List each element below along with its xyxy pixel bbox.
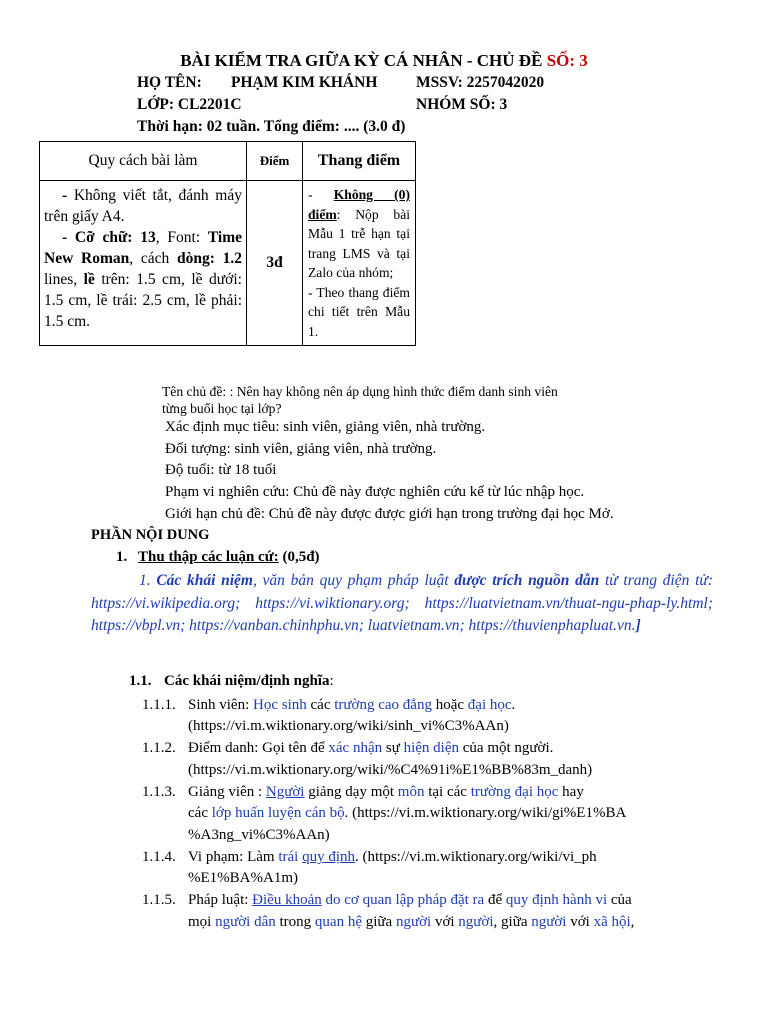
def-3-line-3: %A3ng_vi%C3%AAn) (188, 827, 330, 843)
def-4-line-2: %E1%BA%A1m) (188, 870, 298, 886)
def-1-number: 1.1.1. (142, 697, 176, 713)
def-4-number: 1.1.4. (142, 849, 176, 865)
deadline: Thời hạn: 02 tuần. Tổng điểm: .... (3.0 đ) (137, 118, 406, 135)
score-value: 3đ (247, 181, 303, 346)
name-value: PHẠM KIM KHÁNH (231, 74, 378, 91)
title-number: SỐ: 3 (542, 51, 588, 70)
table-header-scale: Thang điểm (303, 142, 416, 181)
def-5-text: Pháp luật: Điều khoản do cơ quan lập pháp đặt ra để quy định hành vi của (188, 892, 632, 908)
def-5-number: 1.1.5. (142, 892, 176, 908)
class-label: LỚP: CL2201C (137, 96, 242, 113)
topic-line-1: Tên chủ đề: : Nên hay không nên áp dụng hình thức điểm danh sinh viên (162, 384, 558, 399)
goal-line: Xác định mục tiêu: sinh viên, giảng viên, nhà trường. (165, 419, 486, 435)
target-line: Đối tượng: sinh viên, giảng viên, nhà trường. (165, 441, 437, 457)
format-requirements: - Không viết tắt, đánh máy trên giấy A4. - Cỡ chữ: 13, Font: Time New Roman, cách dòng: 1.2 lines, lề trên: 1.5 cm, lề dưới: 1.5 cm, lề trái: 2.5 cm, lề phải: 1.5 cm. (40, 181, 247, 346)
topic-line-2: từng buổi học tại lớp? (162, 401, 282, 416)
name-label: HỌ TÊN: (137, 74, 202, 91)
def-3-number: 1.1.3. (142, 784, 176, 800)
subsection-heading: Các khái niệm/định nghĩa: (164, 673, 334, 689)
def-2-number: 1.1.2. (142, 740, 176, 756)
document-title (0, 51, 768, 71)
sources-paragraph: 1. Các khái niệm, văn bản quy phạm pháp luật được trích nguồn dẫn từ trang điện tử: https://vi.wikipedia.org; https://vi.wiktionary.org; https://luatvietnam.vn/thuat-ngu-phap-ly.html; https://vbpl.vn; https://vanban.chinhphu.vn; luatvietnam.vn; https://thuvienphapluat.vn.] (91, 572, 713, 634)
def-1-source: (https://vi.m.wiktionary.org/wiki/sinh_vi%C3%AAn) (188, 718, 509, 734)
subsection-number: 1.1. (129, 673, 152, 689)
def-3-text: Giảng viên : Người giảng dạy một môn tại các trường đại học hay (188, 784, 584, 800)
item1-heading: Thu thập các luận cứ: (0,5đ) (138, 549, 320, 565)
def-5-line-2: mọi người dân trong quan hệ giữa người với người, giữa người với xã hội, (188, 914, 635, 930)
limit-line: Giới hạn chủ đề: Chủ đề này được được giới hạn trong trường đại học Mở. (165, 506, 614, 522)
grading-table (39, 141, 416, 346)
section-heading: PHẦN NỘI DUNG (91, 527, 210, 543)
age-line: Độ tuổi: từ 18 tuổi (165, 462, 277, 478)
def-2-text: Điểm danh: Gọi tên để xác nhận sự hiện diện của một người. (188, 740, 554, 756)
group-label: NHÓM SỐ: 3 (416, 96, 508, 113)
table-header-score: Điểm (247, 142, 303, 181)
item1-number: 1. (116, 549, 128, 565)
def-4-text: Vi phạm: Làm trái quy định. (https://vi.m.wiktionary.org/wiki/vi_ph (188, 849, 597, 865)
scale-description: - Không (0) điểm: Nộp bài Mẫu 1 trễ hạn tại trang LMS và tại Zalo của nhóm; - Theo thang điểm chi tiết trên Mẫu 1. (303, 181, 416, 346)
title-main: BÀI KIỂM TRA GIỮA KỲ CÁ NHÂN - CHỦ ĐỀ (180, 51, 543, 70)
table-header-format: Quy cách bài làm (40, 142, 247, 181)
student-id: MSSV: 2257042020 (416, 74, 545, 91)
scope-line: Phạm vi nghiên cứu: Chủ đề này được nghiên cứu kể từ lúc nhập học. (165, 484, 585, 500)
def-3-line-2: các lớp huấn luyện cán bộ. (https://vi.m.wiktionary.org/wiki/gi%E1%BA (188, 805, 627, 821)
def-2-source: (https://vi.m.wiktionary.org/wiki/%C4%91i%E1%BB%83m_danh) (188, 762, 593, 778)
def-1-text: Sinh viên: Học sinh các trường cao đẳng hoặc đại học. (188, 697, 516, 713)
